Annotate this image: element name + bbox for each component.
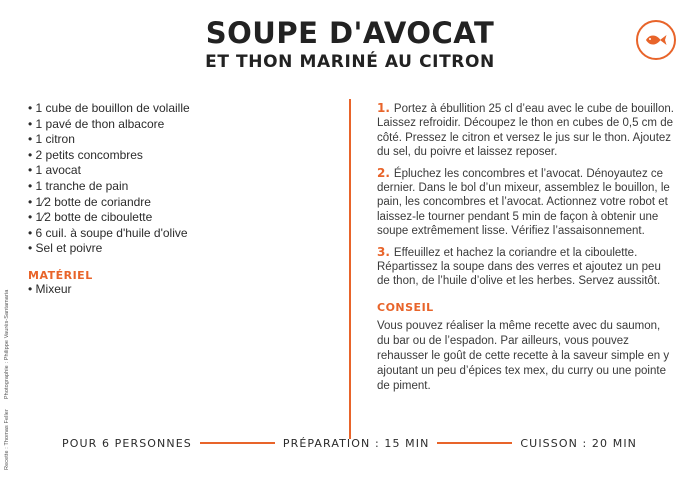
step-number: 2.: [377, 165, 390, 180]
step-text: Effeuillez et hachez la coriandre et la ciboulette. Répartissez la soupe dans des verres et ajoutez un peu de thon, de l’huile d’olive et les herbes. Servez aussitôt.: [377, 246, 661, 288]
materiel-list: [28, 282, 328, 298]
conseil-heading: CONSEIL: [377, 300, 434, 314]
step-3: [377, 245, 675, 289]
ingredient-item: • 2 petits concombres: [28, 148, 328, 164]
conseil-text: Vous pouvez réaliser la même recette avec du saumon, du bar ou de l’espadon. Par ailleurs, vous pouvez rehausser le goût de cette recette à la saveur simple en y ajoutant un peu d’épices tex mex, du curry ou une pointe de piment.: [377, 319, 670, 392]
photo-credits: [4, 290, 10, 470]
materiel-item: • Mixeur: [28, 282, 328, 298]
recipe-credit: Recette : Thomas Feller: [4, 409, 10, 470]
ingredient-item: • 1 avocat: [28, 163, 328, 179]
step-2: [377, 166, 675, 239]
fish-badge: [636, 20, 676, 60]
step-number: 1.: [377, 101, 390, 115]
ingredient-item: • 6 cuil. à soupe d'huile d'olive: [28, 226, 328, 242]
fish-icon: [644, 32, 668, 48]
ingredient-item: • 1 tranche de pain: [28, 179, 328, 195]
step-text: Portez à ébullition 25 cl d’eau avec le cube de bouillon. Laissez refroidir. Découpez le thon en cubes de 0,5 cm de côté. Pressez le citron et versez le jus sur le thon. Ajoutez du sel, du poivre et laissez reposer.: [377, 103, 674, 159]
title-block: [0, 16, 700, 73]
materiel-heading: MATÉRIEL: [28, 268, 93, 282]
prep-time-label: PRÉPARATION : 15 MIN: [282, 436, 430, 450]
step-text: Épluchez les concombres et l’avocat. Dénoyautez ce dernier. Dans le bol d’un mixeur, assemblez le bouillon, le pain, les concombres et l’avocat. Actionnez votre robot et laissez-le tourner pendant 5 min de façon à obtenir une soupe extrêmement lisse. Vérifiez l’assaisonnement.: [377, 167, 670, 238]
photo-credit: Photographie : Philippe Vaurès-Santamaria: [4, 289, 10, 400]
servings-label: POUR 6 PERSONNES: [62, 436, 192, 450]
ingredient-item: • 1⁄2 botte de coriandre: [28, 195, 328, 211]
footer-bar: [62, 435, 637, 451]
recipe-subtitle: ET THON MARINÉ AU CITRON: [205, 52, 495, 72]
steps-list: [377, 101, 675, 289]
ingredient-item: • 1 pavé de thon albacore: [28, 117, 328, 133]
cook-time-label: CUISSON : 20 MIN: [520, 436, 637, 450]
footer-separator: [437, 442, 512, 444]
ingredient-item: • Sel et poivre: [28, 241, 328, 257]
recipe-title: SOUPE D'AVOCAT: [205, 16, 495, 50]
ingredient-item: • 1⁄2 botte de ciboulette: [28, 210, 328, 226]
step-1: [377, 101, 675, 160]
ingredient-item: • 1 citron: [28, 132, 328, 148]
footer-separator: [200, 442, 275, 444]
column-divider: [349, 99, 351, 439]
ingredient-item: • 1 cube de bouillon de volaille: [28, 101, 328, 117]
ingredients-list: [28, 101, 328, 257]
left-column: [28, 101, 328, 298]
right-column: [377, 101, 675, 394]
step-number: 3.: [377, 244, 390, 259]
